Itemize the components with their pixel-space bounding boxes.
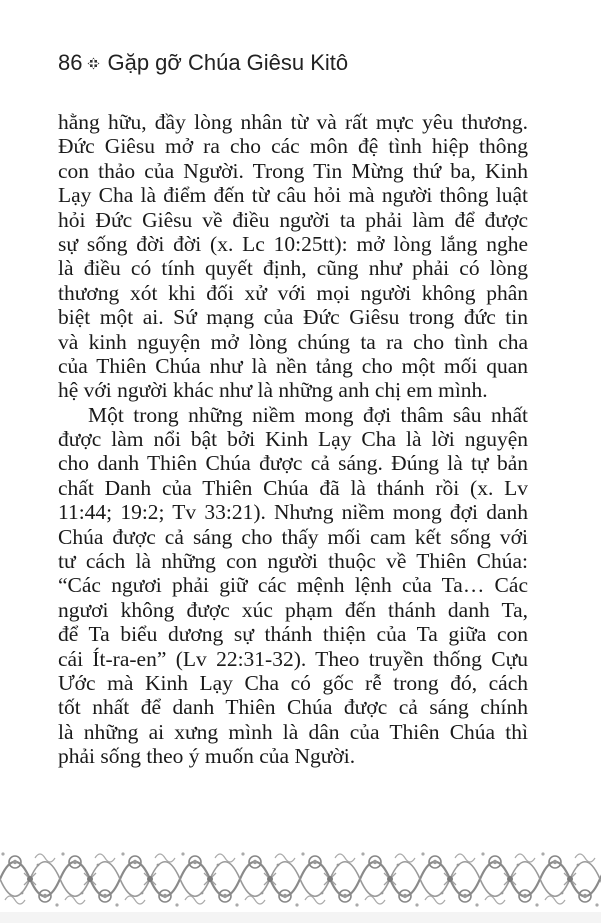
paragraph-1: [58, 110, 528, 403]
text-line: biệt một ai. Sứ mạng của Đức Giêsu trong đức tin: [58, 305, 528, 330]
text-line: được làm nổi bật bởi Kinh Lạy Cha là lời nguyện: [58, 427, 528, 452]
cross-icon: [87, 57, 100, 70]
text-line: Lạy Cha là điểm đến từ câu hỏi mà người thông luật: [58, 183, 528, 208]
text-line: tốt nhất để danh Thiên Chúa được cả sáng chính: [58, 695, 528, 720]
text-line: “Các ngươi phải giữ các mệnh lệnh của Ta… Các: [58, 573, 528, 598]
text-line: sự sống đời đời (x. Lc 10:25tt): mở lòng lắng nghe: [58, 231, 528, 256]
floral-ornament-border: [0, 848, 601, 910]
text-line: là những ai xưng mình là dân của Thiên Chúa thì: [58, 719, 528, 744]
text-line: của Thiên Chúa như là nền tảng cho một mối quan: [58, 353, 528, 378]
text-line: cái Ít-ra-en” (Lv 22:31-32). Theo truyền thống Cựu: [58, 646, 528, 671]
page-body: [58, 110, 528, 769]
text-line: con thảo của Người. Trong Tin Mừng thứ ba, Kinh: [58, 158, 528, 183]
text-line: để Ta biểu dương sự thánh thiện của Ta giữa con: [58, 622, 528, 647]
text-line: Chúa được cả sáng cho thấy mối cam kết sống với: [58, 524, 528, 549]
book-title: Gặp gỡ Chúa Giêsu Kitô: [107, 50, 349, 75]
text-line: và kinh nguyện mở lòng chúng ta ra cho tình cha: [58, 329, 528, 354]
text-line: 11:44; 19:2; Tv 33:21). Nhưng niềm mong đợi danh: [58, 500, 528, 525]
text-line: cho danh Thiên Chúa được cả sáng. Đúng là tự bản: [58, 451, 528, 476]
text-line: Một trong những niềm mong đợi thâm sâu nhất: [88, 402, 528, 427]
text-line: Ước mà Kinh Lạy Cha có gốc rễ trong đó, cách: [58, 670, 528, 695]
text-line: phải sống theo ý muốn của Người.: [58, 744, 356, 769]
text-line: chất Danh của Thiên Chúa đã là thánh rồi (x. Lv: [58, 475, 528, 500]
paragraph-2: [58, 403, 528, 769]
text-line: thương xót khi đối xử với mọi người không phân: [58, 280, 528, 305]
text-line: hằng hữu, đầy lòng nhân từ và rất mực yêu thương.: [58, 110, 528, 134]
page-number: 86: [58, 50, 83, 75]
page-bottom-edge: [0, 912, 601, 923]
text-line: là điều có tính quyết định, cũng như phải có lòng: [58, 256, 528, 281]
text-line: tư cách là những con người thuộc về Thiên Chúa:: [58, 549, 528, 574]
text-line: ngươi không được xúc phạm đến thánh danh Ta,: [58, 597, 528, 622]
text-line: Đức Giêsu mở ra cho các môn đệ tình hiệp thông: [58, 134, 528, 159]
text-line: hỏi Đức Giêsu về điều người ta phải làm để được: [58, 207, 528, 232]
text-line: hệ với người khác như là những anh chị em mình.: [58, 378, 488, 403]
running-header: [58, 50, 348, 76]
